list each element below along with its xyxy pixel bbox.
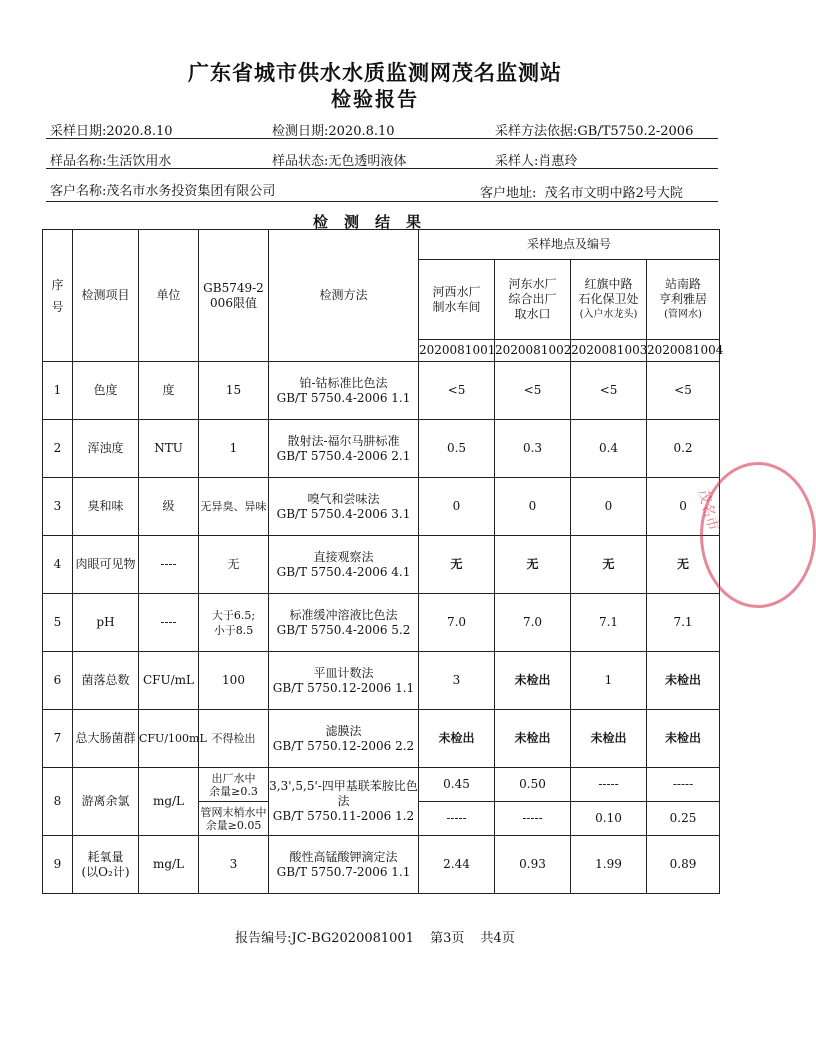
row-unit: 级 [139, 478, 199, 536]
row-value: 0.4 [571, 420, 647, 478]
row-seq: 2 [43, 420, 73, 478]
divider [46, 201, 718, 202]
table-row [43, 836, 720, 894]
row-value: 2.44 [419, 836, 495, 894]
row-method: 铂-钴标准比色法 GB/T 5750.4-2006 1.1 [269, 362, 419, 420]
point-name: 河西水厂 制水车间 [419, 260, 495, 340]
table-row [43, 652, 720, 710]
row-seq: 4 [43, 536, 73, 594]
row-limit: 大于6.5; 小于8.5 [199, 594, 269, 652]
row-item: 肉眼可见物 [73, 536, 139, 594]
row-method: 酸性高锰酸钾滴定法 GB/T 5750.7-2006 1.1 [269, 836, 419, 894]
row-method: 3,3',5,5'-四甲基联苯胺比色法 GB/T 5750.11-2006 1.2 [269, 768, 419, 836]
test-date: 检测日期:2020.8.10 [272, 124, 395, 139]
row-value: 未检出 [495, 652, 571, 710]
row-value: 0.45 [419, 768, 495, 802]
results-table [42, 229, 724, 894]
row-method: 嗅气和尝味法 GB/T 5750.4-2006 3.1 [269, 478, 419, 536]
row-method: 平皿计数法 GB/T 5750.12-2006 1.1 [269, 652, 419, 710]
header-sampling-points: 采样地点及编号 [419, 230, 720, 260]
table-row [43, 710, 720, 768]
row-unit: ---- [139, 536, 199, 594]
row-limit: 无异臭、异味 [199, 478, 269, 536]
row-value: 无 [647, 536, 720, 594]
row-value: ----- [495, 802, 571, 836]
row-seq: 6 [43, 652, 73, 710]
divider [46, 138, 718, 139]
row-value: 0 [495, 478, 571, 536]
header-item: 检测项目 [73, 230, 139, 362]
row-value: 0 [647, 478, 720, 536]
row-value: 0.2 [647, 420, 720, 478]
row-value: 0.5 [419, 420, 495, 478]
page-total: 共4页 [480, 931, 515, 946]
row-limit: 100 [199, 652, 269, 710]
point-code: 2020081002 [495, 340, 571, 362]
point-code: 2020081001 [419, 340, 495, 362]
row-value: 0 [571, 478, 647, 536]
table-row [43, 594, 720, 652]
row-limit: 管网末梢水中 余量≥0.05 [199, 802, 269, 836]
row-value: 无 [419, 536, 495, 594]
row-value: 0 [419, 478, 495, 536]
row-limit: 1 [199, 420, 269, 478]
row-value: 无 [571, 536, 647, 594]
row-value: 无 [495, 536, 571, 594]
row-unit: NTU [139, 420, 199, 478]
sample-date: 采样日期:2020.8.10 [50, 124, 173, 139]
row-value: 未检出 [647, 710, 720, 768]
table-row [43, 362, 720, 420]
row-value: 0.93 [495, 836, 571, 894]
row-method: 散射法-福尔马肼标准 GB/T 5750.4-2006 2.1 [269, 420, 419, 478]
point-code: 2020081004 [647, 340, 720, 362]
row-value: 7.0 [495, 594, 571, 652]
row-unit: 度 [139, 362, 199, 420]
table-row [43, 478, 720, 536]
row-value: 0.89 [647, 836, 720, 894]
seal-text: 茂名市 [694, 487, 721, 533]
row-value: <5 [419, 362, 495, 420]
table-row [43, 536, 720, 594]
row-method: 滤膜法 GB/T 5750.12-2006 2.2 [269, 710, 419, 768]
row-item: 总大肠菌群 [73, 710, 139, 768]
report-title: 广东省城市供水水质监测网茂名监测站 [188, 60, 562, 85]
row-value: 0.25 [647, 802, 720, 836]
row-value: 3 [419, 652, 495, 710]
client-address: 客户地址: 茂名市文明中路2号大院 [480, 186, 683, 201]
row-unit: mg/L [139, 768, 199, 836]
row-value: ----- [647, 768, 720, 802]
row-value: ----- [419, 802, 495, 836]
point-name: 红旗中路 石化保卫处 (入户水龙头) [571, 260, 647, 340]
row-seq: 8 [43, 768, 73, 836]
row-value: 未检出 [495, 710, 571, 768]
official-seal [694, 462, 816, 608]
report-subtitle: 检验报告 [331, 87, 419, 111]
point-code: 2020081003 [571, 340, 647, 362]
row-limit: 15 [199, 362, 269, 420]
row-value: 0.50 [495, 768, 571, 802]
row-value: 7.1 [571, 594, 647, 652]
sampler: 采样人:肖惠玲 [495, 154, 578, 169]
divider [46, 168, 718, 169]
row-seq: 7 [43, 710, 73, 768]
row-method: 直接观察法 GB/T 5750.4-2006 4.1 [269, 536, 419, 594]
row-limit: 不得检出 [199, 710, 269, 768]
row-item: pH [73, 594, 139, 652]
page-number: 第3页 [430, 931, 465, 946]
row-item: 耗氧量 (以O₂计) [73, 836, 139, 894]
point-name: 河东水厂 综合出厂 取水口 [495, 260, 571, 340]
row-item: 色度 [73, 362, 139, 420]
table-row [43, 768, 720, 802]
row-item: 臭和味 [73, 478, 139, 536]
row-limit: 无 [199, 536, 269, 594]
row-value: 0.10 [571, 802, 647, 836]
row-limit: 3 [199, 836, 269, 894]
row-value: <5 [647, 362, 720, 420]
row-limit: 出厂水中 余量≥0.3 [199, 768, 269, 802]
results-section-title: 检测结果 [312, 213, 437, 231]
report-footer [0, 927, 750, 946]
row-value: <5 [495, 362, 571, 420]
row-value: 1 [571, 652, 647, 710]
row-unit: CFU/100mL [139, 710, 199, 768]
row-unit: CFU/mL [139, 652, 199, 710]
row-seq: 5 [43, 594, 73, 652]
row-value: 未检出 [419, 710, 495, 768]
sample-name: 样品名称:生活饮用水 [50, 154, 172, 169]
table-row [43, 420, 720, 478]
sampling-method-basis: 采样方法依据:GB/T5750.2-2006 [495, 124, 694, 139]
row-item: 游离余氯 [73, 768, 139, 836]
row-value: 未检出 [571, 710, 647, 768]
row-value: 1.99 [571, 836, 647, 894]
row-value: 0.3 [495, 420, 571, 478]
header-seq: 序号 [43, 230, 73, 362]
header-unit: 单位 [139, 230, 199, 362]
row-method: 标准缓冲溶液比色法 GB/T 5750.4-2006 5.2 [269, 594, 419, 652]
row-value: 7.0 [419, 594, 495, 652]
client-name: 客户名称:茂名市水务投资集团有限公司 [50, 184, 276, 199]
header-method: 检测方法 [269, 230, 419, 362]
row-seq: 9 [43, 836, 73, 894]
sample-state: 样品状态:无色透明液体 [272, 154, 407, 169]
header-limit: GB5749-2006限值 [199, 230, 269, 362]
row-item: 浑浊度 [73, 420, 139, 478]
row-unit: mg/L [139, 836, 199, 894]
row-seq: 1 [43, 362, 73, 420]
row-value: <5 [571, 362, 647, 420]
report-number: 报告编号:JC-BG2020081001 [235, 931, 414, 946]
row-item: 菌落总数 [73, 652, 139, 710]
row-unit: ---- [139, 594, 199, 652]
row-value: ----- [571, 768, 647, 802]
point-name: 站南路 亨利雅居 (管网水) [647, 260, 720, 340]
row-value: 7.1 [647, 594, 720, 652]
row-seq: 3 [43, 478, 73, 536]
row-value: 未检出 [647, 652, 720, 710]
